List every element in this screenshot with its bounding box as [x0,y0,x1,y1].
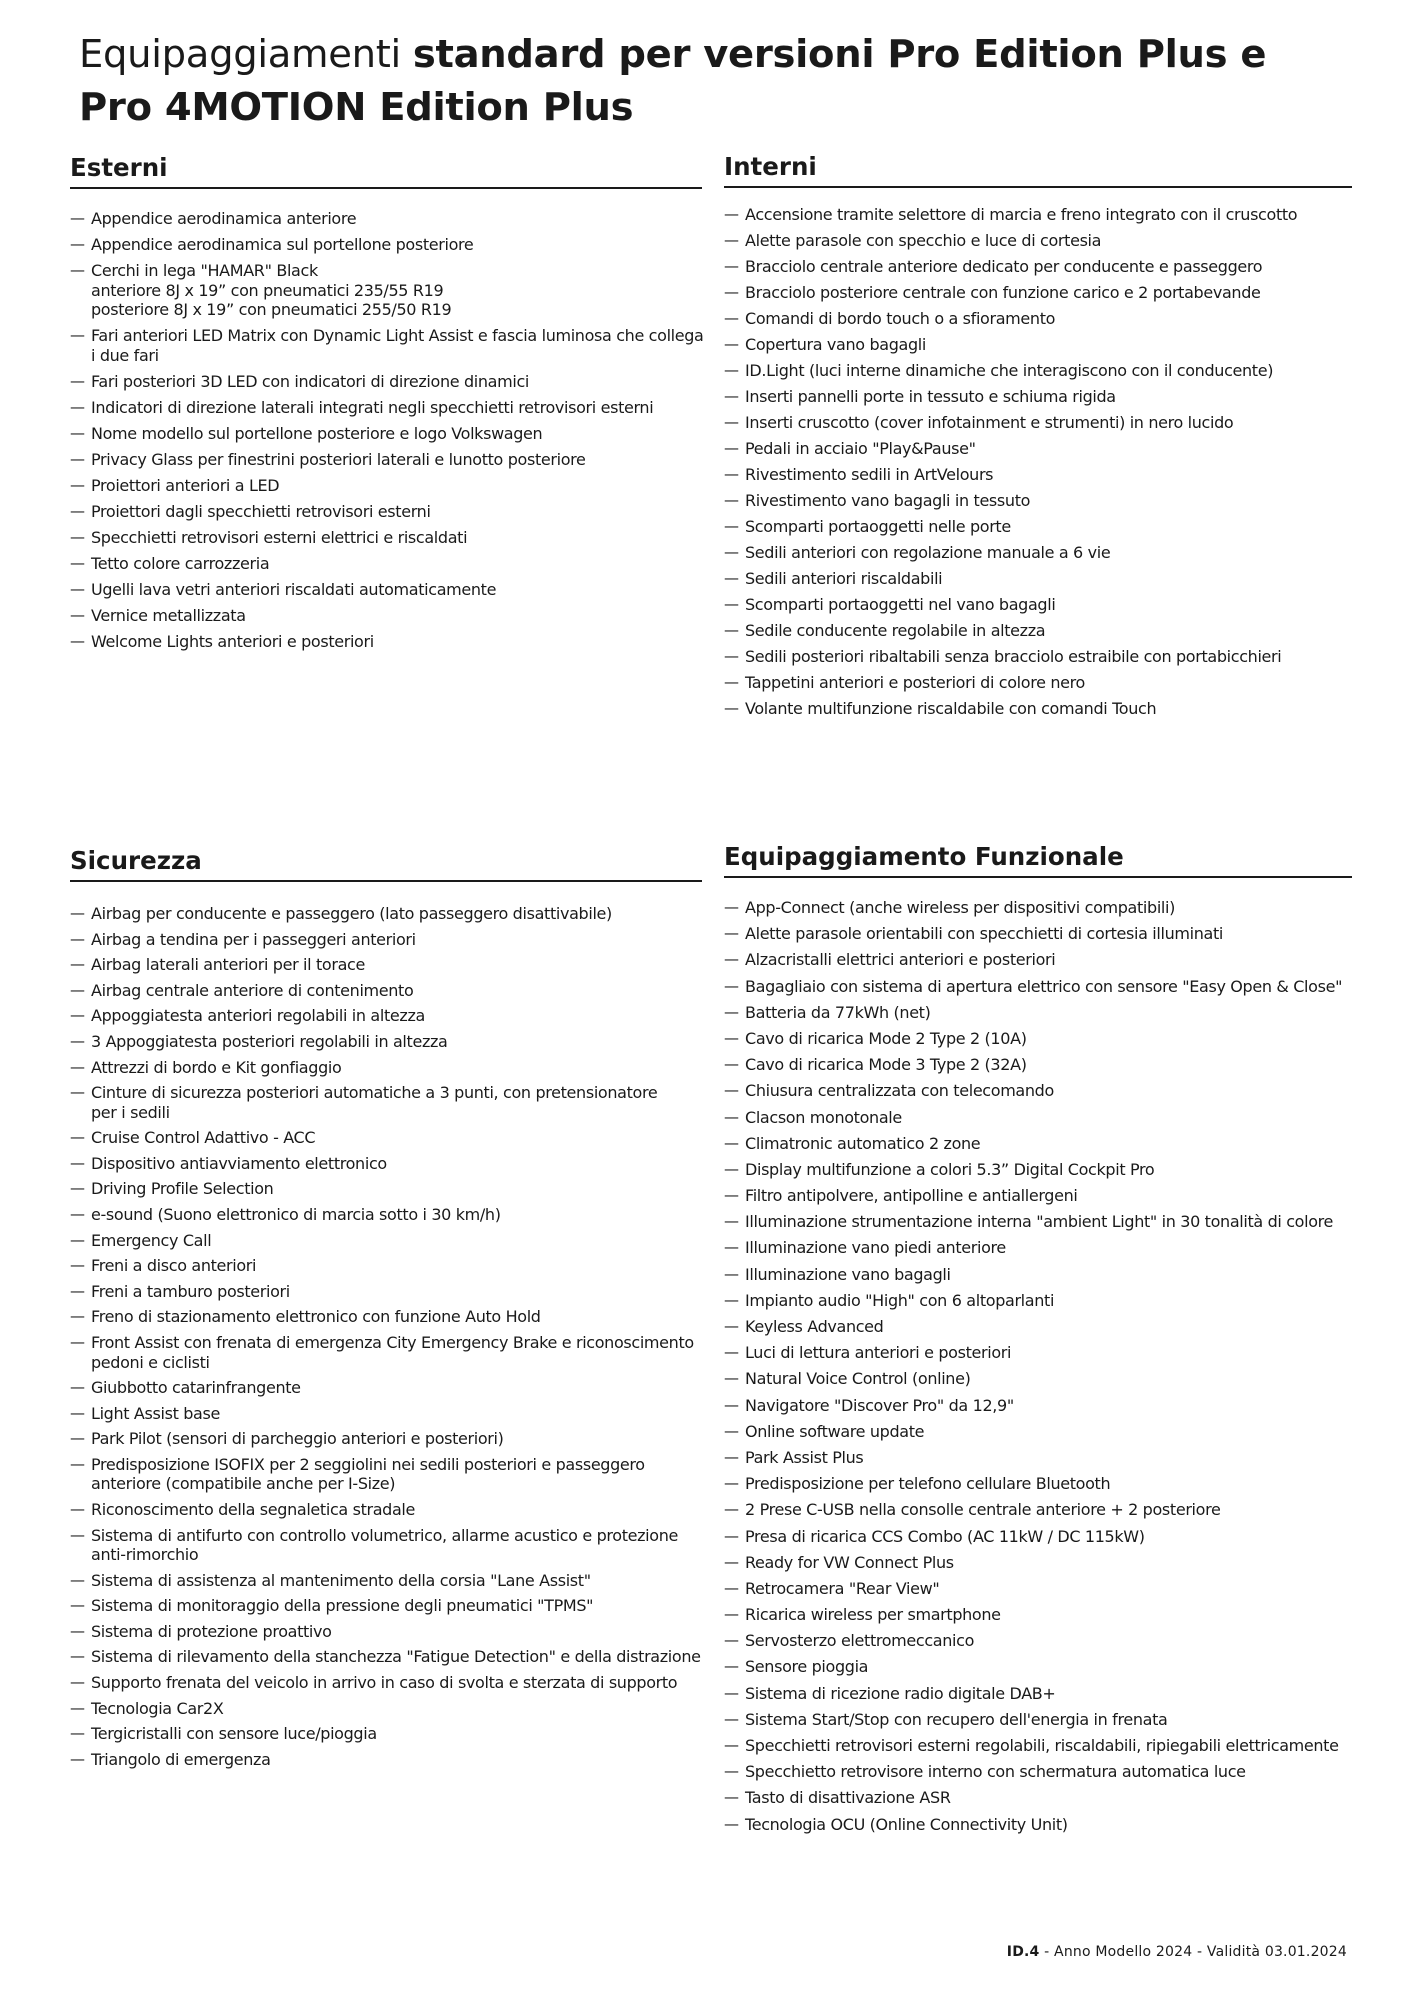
list-item [70,904,702,924]
list-item [724,335,1352,355]
list-item-text: — 3 Appoggiatesta posteriori regolabili in altezza [91,1031,448,1051]
list-item [724,1631,1352,1651]
list-item [70,209,702,229]
list-item-text: — Appendice aerodinamica anteriore [91,209,357,228]
list-item-text: — Sistema di antifurto con controllo volumetrico, allarme acustico e protezione [91,1525,678,1545]
list-item-text: — e-sound (Suono elettronico di marcia sotto i 30 km/h) [91,1205,501,1225]
list-item [724,1710,1352,1730]
list-item-text: — Alzacristalli elettrici anteriori e posteriori [745,950,1056,970]
list-item [724,1029,1352,1049]
list-item [70,1673,702,1693]
list-item-text: — Freni a disco anteriori [91,1256,257,1276]
list-item-text: — Inserti cruscotto (cover infotainment e strumenti) in nero lucido [745,413,1234,432]
list-item-text: — Park Assist Plus [745,1447,864,1467]
list-item-text: — Illuminazione vano piedi anteriore [745,1238,1006,1258]
list-item [724,1369,1352,1389]
list-item-text: — Freni a tamburo posteriori [91,1281,290,1301]
list-item [724,1265,1352,1285]
section-esterni [70,152,702,658]
list-item-text: — Park Pilot (sensori di parcheggio anteriori e posteriori) [91,1429,504,1449]
list-item-text: — Airbag a tendina per i passeggeri anteriori [91,929,416,949]
list-item [724,543,1352,563]
list-item [724,673,1352,693]
list-item [724,1474,1352,1494]
list-item [724,1579,1352,1599]
list-item [70,1333,702,1372]
list-item [70,1455,702,1494]
section-heading-funzionale: Equipaggiamento Funzionale [724,841,1352,878]
page-title-main: standard per versioni Pro Edition Plus e Pro 4MOTION Edition Plus [79,32,1267,130]
list-item [724,1736,1352,1756]
list-item-text: — Comandi di bordo touch o a sfioramento [745,309,1056,328]
list-item-text: — Proiettori anteriori a LED [91,475,280,495]
list-item [70,1282,702,1302]
list-item [70,1750,702,1770]
list-item [70,528,702,548]
list-item [724,309,1352,329]
list-item [70,398,702,418]
page-title-prefix: Equipaggiamenti [79,32,413,77]
list-item-text: — Attrezzi di bordo e Kit gonfiaggio [91,1057,342,1077]
list-item-text: — Driving Profile Selection [91,1179,274,1199]
list-item-text: — Accensione tramite selettore di marcia e freno integrato con il cruscotto [745,205,1298,224]
list-item [70,1724,702,1744]
list-item [70,1571,702,1591]
list-item-text: — Tappetini anteriori e posteriori di colore nero [745,673,1085,692]
list-item [724,1553,1352,1573]
list-item [70,1699,702,1719]
section-heading-interni: Interni [724,151,1352,188]
list-item [70,424,702,444]
list-item-text: — Tecnologia OCU (Online Connectivity Unit) [745,1814,1068,1834]
list-item-text: — 2 Prese C-USB nella consolle centrale anteriore + 2 posteriore [745,1500,1221,1520]
list-item-text: — Copertura vano bagagli [745,335,926,354]
list-item-text: — Triangolo di emergenza [91,1749,271,1769]
list-item [724,387,1352,407]
list-item-text: — Light Assist base [91,1403,220,1423]
list-item [70,1058,702,1078]
list-item [70,1205,702,1225]
list-item-text: — Presa di ricarica CCS Combo (AC 11kW / DC 115kW) [745,1526,1145,1546]
list-item [724,1605,1352,1625]
list-item [724,283,1352,303]
list-item [724,699,1352,719]
list-item-text: — Sedili anteriori con regolazione manuale a 6 vie [745,543,1111,562]
list-item [70,1083,702,1122]
list-item-text: — Clacson monotonale [745,1107,902,1127]
list-item-text: — Keyless Advanced [745,1317,884,1336]
list-item [70,1378,702,1398]
list-item-text: — Proiettori dagli specchietti retrovisori esterni [91,501,431,521]
list-item-text: — Cavo di ricarica Mode 2 Type 2 (10A) [745,1028,1027,1048]
list-item-text: — Supporto frenata del veicolo in arrivo in caso di svolta e sterzata di supporto [91,1673,678,1693]
footer-validity: - Anno Modello 2024 - Validità 03.01.2024 [1039,1944,1347,1960]
list-item-text: — Servosterzo elettromeccanico [745,1631,975,1651]
list-item [70,1256,702,1276]
list-item-text: — Sedili anteriori riscaldabili [745,569,943,588]
list-item [724,1657,1352,1677]
list-item-text: — Sistema di monitoraggio della pressione degli pneumatici "TPMS" [91,1596,594,1616]
list-item [70,1179,702,1199]
list-item [70,1596,702,1616]
list-item-text: — Sedile conducente regolabile in altezza [745,621,1046,640]
list-item-text: — Indicatori di direzione laterali integrati negli specchietti retrovisori esterni [91,397,654,417]
list-item-text: — Navigatore "Discover Pro" da 12,9" [745,1395,1014,1415]
list-item [724,205,1352,225]
list-item-text: — ID.Light (luci interne dinamiche che interagiscono con il conducente) [745,361,1274,380]
list-item-text: — Sistema di rilevamento della stanchezza "Fatigue Detection" e della distrazione [91,1647,701,1667]
list-item-text: — Inserti pannelli porte in tessuto e schiuma rigida [745,387,1116,406]
list-item [724,1003,1352,1023]
list-item-text: — Retrocamera "Rear View" [745,1578,940,1598]
list-item [724,413,1352,433]
list-item [724,569,1352,589]
list-item-text: — Sistema di protezione proattivo [91,1621,332,1641]
list-item [70,1006,702,1026]
list-item [724,1317,1352,1337]
list-item-text: — Appoggiatesta anteriori regolabili in altezza [91,1006,425,1026]
list-item-text: — Sedili posteriori ribaltabili senza bracciolo estraibile con portabicchieri [745,647,1282,666]
list-item-text: — Ready for VW Connect Plus [745,1552,954,1572]
list-item-text: — Sensore pioggia [745,1657,869,1677]
list-item-text: — Tetto colore carrozzeria [91,553,270,573]
equipment-list-sicurezza [70,904,702,1769]
list-item-text: — Predisposizione per telefono cellulare Bluetooth [745,1474,1111,1494]
list-item [724,1448,1352,1468]
section-interni [724,151,1352,725]
list-item [724,465,1352,485]
list-item [724,647,1352,667]
list-item-text: — App-Connect (anche wireless per dispositivi compatibili) [745,898,1176,917]
list-item-text: — Luci di lettura anteriori e posteriori [745,1343,1012,1363]
list-item [70,955,702,975]
list-item [70,1500,702,1520]
list-item-text: — Predisposizione ISOFIX per 2 seggiolini nei sedili posteriori e passeggero [91,1454,645,1474]
list-item [724,1291,1352,1311]
list-item [724,1527,1352,1547]
list-item-text: — Welcome Lights anteriori e posteriori [91,631,374,651]
list-item [70,372,702,392]
list-item-text: anteriore 8J x 19” con pneumatici 235/55 R19 [91,280,444,300]
list-item [724,595,1352,615]
list-item-text: — Cerchi in lega "HAMAR" Black [91,261,318,280]
list-item [70,981,702,1001]
list-item [724,950,1352,970]
list-item-text: posteriore 8J x 19” con pneumatici 255/50 R19 [91,300,452,319]
list-item-text: — Giubbotto catarinfrangente [91,1378,301,1398]
list-item [724,1343,1352,1363]
list-item-text: — Fari posteriori 3D LED con indicatori di direzione dinamici [91,371,529,391]
list-item [70,450,702,470]
list-item-text: — Climatronic automatico 2 zone [745,1133,981,1153]
list-item [724,1788,1352,1808]
list-item-text: — Emergency Call [91,1230,212,1250]
list-item-text: — Volante multifunzione riscaldabile con comandi Touch [745,699,1157,718]
list-item-text: — Sistema Start/Stop con recupero dell'energia in frenata [745,1709,1168,1729]
list-item-text: — Rivestimento vano bagagli in tessuto [745,491,1031,510]
list-item-text: — Ricarica wireless per smartphone [745,1605,1001,1625]
list-item-text: — Vernice metallizzata [91,605,246,625]
list-item [70,632,702,652]
list-item-text: — Sistema di ricezione radio digitale DAB+ [745,1683,1056,1703]
list-item-text: — Privacy Glass per finestrini posteriori laterali e lunotto posteriore [91,449,586,469]
list-item-text: — Illuminazione strumentazione interna "ambient Light" in 30 tonalità di colore [745,1212,1334,1232]
list-item-text: anti-rimorchio [91,1545,199,1565]
list-item [70,502,702,522]
list-item [724,621,1352,641]
list-item-text: — Rivestimento sedili in ArtVelours [745,465,994,484]
list-item-text: — Tecnologia Car2X [91,1698,224,1718]
list-item-text: anteriore (compatibile anche per I-Size) [91,1474,396,1494]
list-item [724,1422,1352,1442]
list-item-text: i due fari [91,345,159,365]
list-item-text: — Online software update [745,1421,925,1441]
list-item [724,1815,1352,1835]
equipment-list-interni [724,205,1352,719]
list-item [70,476,702,496]
list-item-text: — Dispositivo antiavviamento elettronico [91,1153,387,1173]
list-item-text: — Freno di stazionamento elettronico con funzione Auto Hold [91,1307,541,1327]
list-item-text: — Airbag laterali anteriori per il torace [91,955,365,975]
list-item-text: — Batteria da 77kWh (net) [745,1002,931,1022]
list-item-text: — Bracciolo posteriore centrale con funzione carico e 2 portabevande [745,283,1261,302]
list-item-text: — Airbag per conducente e passeggero (lato passeggero disattivabile) [91,904,612,923]
list-item [724,517,1352,537]
list-item-text: — Filtro antipolvere, antipolline e antiallergeni [745,1186,1078,1206]
list-item [724,1186,1352,1206]
list-item-text: — Riconoscimento della segnaletica stradale [91,1499,416,1519]
list-item-text: — Airbag centrale anteriore di contenimento [91,980,414,1000]
list-item-text: — Illuminazione vano bagagli [745,1264,951,1284]
list-item-text: — Bracciolo centrale anteriore dedicato per conducente e passeggero [745,257,1263,276]
list-item-text: — Ugelli lava vetri anteriori riscaldati automaticamente [91,579,497,599]
section-heading-sicurezza: Sicurezza [70,845,702,882]
list-item [70,1429,702,1449]
list-item [724,1500,1352,1520]
list-item [724,257,1352,277]
list-item [70,326,702,365]
list-item [724,361,1352,381]
list-item-text: — Specchietti retrovisori esterni regolabili, riscaldabili, ripiegabili elettricamente [745,1736,1339,1755]
list-item [724,1212,1352,1232]
list-item [70,1647,702,1667]
list-item [70,1154,702,1174]
list-item [724,231,1352,251]
list-item-text: — Cruise Control Adattivo - ACC [91,1128,316,1148]
list-item-text: — Cinture di sicurezza posteriori automatiche a 3 punti, con pretensionatore [91,1083,658,1103]
list-item [70,261,702,320]
list-item-text: — Specchietto retrovisore interno con schermatura automatica luce [745,1762,1246,1782]
list-item-text: — Cavo di ricarica Mode 3 Type 2 (32A) [745,1055,1027,1075]
list-item [724,1160,1352,1180]
list-item-text: — Tergicristalli con sensore luce/pioggia [91,1724,377,1744]
list-item [724,977,1352,997]
list-item [70,235,702,255]
list-item-text: pedoni e ciclisti [91,1352,210,1372]
list-item [70,580,702,600]
list-item [70,1526,702,1565]
list-item-text: — Natural Voice Control (online) [745,1369,971,1389]
section-heading-esterni: Esterni [70,152,702,189]
list-item-text: — Specchietti retrovisori esterni elettrici e riscaldati [91,527,468,547]
list-item-text: — Alette parasole con specchio e luce di cortesia [745,231,1102,250]
list-item [70,1404,702,1424]
section-equipaggiamento-funzionale [724,841,1352,1841]
list-item [724,1762,1352,1782]
list-item [724,924,1352,944]
list-item-text: — Nome modello sul portellone posteriore e logo Volkswagen [91,423,543,443]
list-item [724,1108,1352,1128]
list-item-text: — Bagagliaio con sistema di apertura elettrico con sensore "Easy Open & Close" [745,976,1343,996]
list-item-text: per i sedili [91,1102,170,1122]
list-item [724,898,1352,918]
list-item-text: — Fari anteriori LED Matrix con Dynamic Light Assist e fascia luminosa che collega [91,326,704,345]
list-item-text: — Tasto di disattivazione ASR [745,1788,951,1808]
list-item-text: — Display multifunzione a colori 5.3” Digital Cockpit Pro [745,1159,1155,1179]
list-item [724,1134,1352,1154]
list-item [724,1055,1352,1075]
list-item-text: — Pedali in acciaio "Play&Pause" [745,439,976,458]
equipment-list-esterni [70,209,702,651]
list-item-text: — Front Assist con frenata di emergenza City Emergency Brake e riconoscimento [91,1333,694,1352]
list-item [724,1081,1352,1101]
list-item-text: — Alette parasole orientabili con specchietti di cortesia illuminati [745,924,1223,944]
list-item [70,930,702,950]
page-title [79,28,1339,134]
list-item [70,1032,702,1052]
page-footer [1007,1944,1347,1960]
list-item-text: — Impianto audio "High" con 6 altoparlanti [745,1290,1055,1310]
list-item [70,1307,702,1327]
list-item-text: — Scomparti portaoggetti nel vano bagagli [745,595,1056,614]
list-item-text: — Sistema di assistenza al mantenimento della corsia "Lane Assist" [91,1570,591,1590]
list-item-text: — Scomparti portaoggetti nelle porte [745,517,1011,536]
list-item [70,1128,702,1148]
list-item [724,1396,1352,1416]
list-item-text: — Appendice aerodinamica sul portellone posteriore [91,235,474,254]
list-item [70,1622,702,1642]
list-item [724,439,1352,459]
list-item [70,606,702,626]
list-item-text: — Chiusura centralizzata con telecomando [745,1081,1054,1101]
list-item [724,1238,1352,1258]
footer-model: ID.4 [1006,1944,1040,1960]
list-item [70,1231,702,1251]
list-item [724,491,1352,511]
equipment-list-funzionale [724,898,1352,1834]
list-item [724,1684,1352,1704]
list-item [70,554,702,574]
section-sicurezza [70,845,702,1775]
